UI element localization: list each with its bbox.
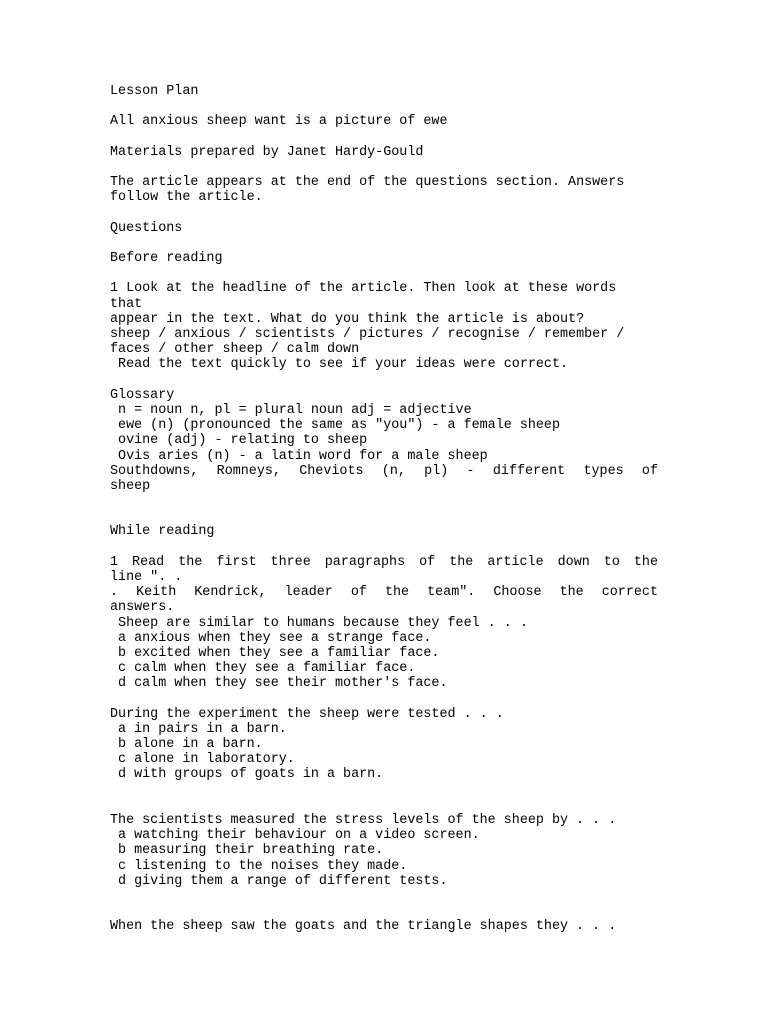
section-heading-questions: Questions	[110, 220, 183, 236]
question-prompt: Sheep are similar to humans because they feel . . .	[110, 615, 528, 631]
answer-option: a in pairs in a barn.	[110, 721, 287, 737]
blank-line	[110, 783, 658, 798]
answer-option: b alone in a barn.	[110, 737, 263, 753]
blank-line	[110, 206, 658, 221]
answer-option: d with groups of goats in a barn.	[110, 767, 384, 783]
article-headline: All anxious sheep want is a picture of ewe	[110, 114, 448, 130]
blank-line	[110, 494, 658, 509]
doc-label: Lesson Plan	[110, 84, 199, 99]
question-text: 1 Look at the headline of the article. Then look at these words	[110, 281, 617, 297]
blank-line	[110, 266, 658, 281]
answer-option: c listening to the noises they made.	[110, 858, 408, 874]
blank-line	[110, 373, 658, 388]
blank-line	[110, 904, 658, 919]
intro-text: follow the article.	[110, 190, 263, 206]
blank-line	[110, 889, 658, 904]
glossary-item: Ovis aries (n) - a latin word for a male sheep	[110, 448, 488, 464]
glossary-item: Southdowns, Romneys, Cheviots (n, pl) - different types of	[110, 463, 658, 479]
answer-option: c calm when they see a familiar face.	[110, 661, 416, 677]
word-list: sheep / anxious / scientists / pictures / recognise / remember /	[110, 327, 625, 342]
answer-option: d calm when they see their mother's face.	[110, 676, 448, 692]
glossary-item: ovine (adj) - relating to sheep	[110, 433, 368, 449]
question-text: answers.	[110, 600, 175, 616]
glossary-item: ewe (n) (pronounced the same as "you") - a female sheep	[110, 418, 560, 434]
question-text: that	[110, 296, 143, 312]
author-credit: Materials prepared by Janet Hardy-Gould	[110, 144, 424, 160]
question-prompt: When the sheep saw the goats and the triangle shapes they . . .	[110, 919, 617, 935]
blank-line	[110, 236, 658, 251]
answer-option: c alone in laboratory.	[110, 752, 295, 768]
blank-line	[110, 692, 658, 707]
answer-option: d giving them a range of different tests.	[110, 873, 448, 889]
section-heading-before-reading: Before reading	[110, 251, 223, 267]
question-text: Read the text quickly to see if your ideas were correct.	[110, 357, 569, 373]
question-prompt: During the experiment the sheep were tested . . .	[110, 706, 504, 722]
glossary-item: sheep	[110, 478, 151, 494]
question-text: line ". .	[110, 570, 183, 585]
blank-line	[110, 540, 658, 555]
blank-line	[110, 798, 658, 813]
question-text: . Keith Kendrick, leader of the team". Choose the correct	[110, 585, 658, 601]
glossary-item: n = noun n, pl = plural noun adj = adjective	[110, 402, 472, 418]
blank-line	[110, 509, 658, 524]
word-list: faces / other sheep / calm down	[110, 342, 360, 358]
intro-text: The article appears at the end of the questions section. Answers	[110, 175, 625, 191]
answer-option: b excited when they see a familiar face.	[110, 645, 440, 661]
answer-option: a anxious when they see a strange face.	[110, 630, 432, 646]
question-text: appear in the text. What do you think the article is about?	[110, 311, 585, 327]
question-text: 1 Read the first three paragraphs of the article down to the	[110, 554, 658, 570]
answer-option: a watching their behaviour on a video screen.	[110, 828, 480, 844]
section-heading-while-reading: While reading	[110, 524, 215, 540]
blank-line	[110, 99, 658, 114]
blank-line	[110, 130, 658, 145]
document-page	[110, 84, 658, 935]
glossary-heading: Glossary	[110, 387, 175, 403]
question-prompt: The scientists measured the stress levels of the sheep by . . .	[110, 813, 617, 828]
answer-option: b measuring their breathing rate.	[110, 843, 384, 859]
blank-line	[110, 160, 658, 175]
